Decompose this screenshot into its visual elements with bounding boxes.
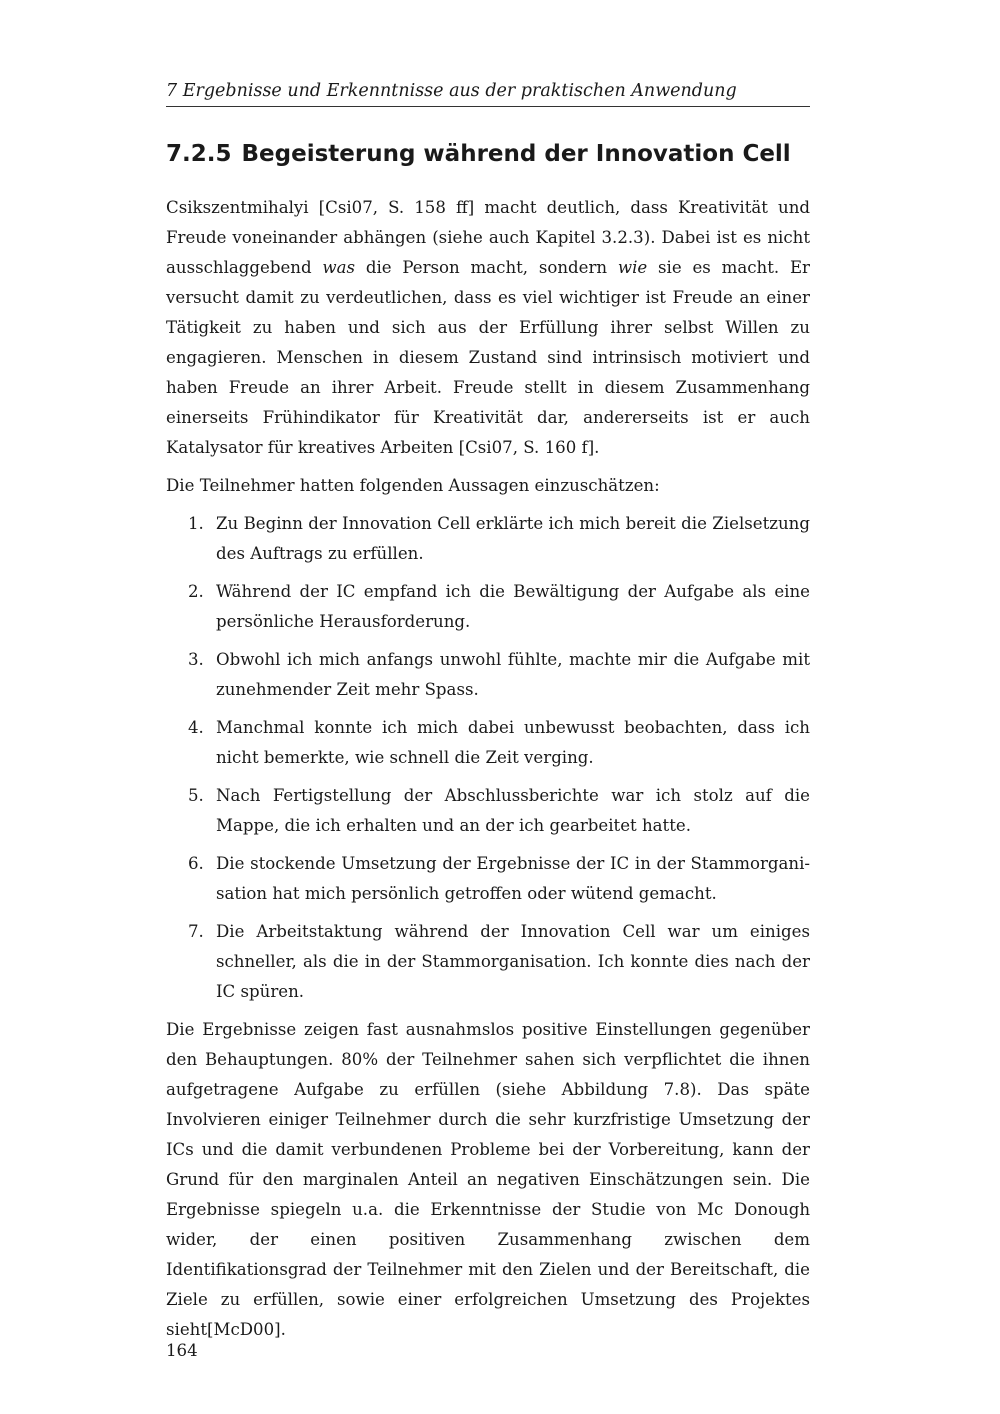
section-heading: [166, 138, 810, 170]
paragraph-results: Die Ergebnisse zeigen fast ausnahmslos positive Einstellungen gegenüber den Behauptungen. 80% der Teilnehmer sahen sich verpflichtet die ihnen aufgetragene Aufgabe zu erfüllen (siehe Abbildung 7.8). Das späte Involvieren einiger Teilnehmer durch die sehr kurzfristige Umsetzung der ICs und die damit verbundenen Probleme bei der Vorbereitung, kann der Grund für den marginalen Anteil an negativen Einschätzungen sein. Die Ergebnisse spiegeln u.a. die Erkenntnisse der Studie von Mc Donough wider, der einen positiven Zusammenhang zwischen dem Identifikationsgrad der Teilnehmer mit den Zielen und der Bereitschaft, die Ziele zu erfüllen, sowie einer erfolgreichen Umsetzung des Projektes sieht[McD00].: [166, 1020, 810, 1339]
paragraph-intro-part2: die Person macht, sondern: [355, 258, 618, 277]
statement-marker: 1.: [188, 514, 204, 533]
emphasis-was: was: [322, 258, 356, 277]
paragraph-intro: [166, 193, 810, 463]
emphasis-wie: wie: [617, 258, 648, 277]
paragraph-statements-lead: Die Teilnehmer hatten folgenden Aussagen einzuschätzen:: [166, 476, 660, 495]
statement-item: [166, 917, 810, 1007]
paragraph-intro-part3: sie es macht. Er versucht damit zu verdeutlichen, dass es viel wichtiger ist Freude an einer Tätigkeit zu haben und sich aus der Erfüllung ihrer selbst Willen zu engagieren. Menschen in diesem Zustand sind intrinsisch motiviert und haben Freude an ihrer Arbeit. Freude stellt in diesem Zusammenhang einerseits Frühindikator für Kreativität dar, andererseits ist er auch Katalysator für kreatives Arbeiten [Csi07, S. 160 f].: [166, 258, 810, 457]
statement-marker: 4.: [188, 718, 204, 737]
statement-text: Die stockende Umsetzung der Ergebnisse der IC in der Stammorganisation hat mich persönlich getroffen oder wütend gemacht.: [216, 854, 810, 903]
statement-item: [166, 645, 810, 705]
running-header: 7 Ergebnisse und Erkenntnisse aus der praktischen Anwendung: [166, 78, 810, 107]
statement-marker: 6.: [188, 854, 204, 873]
statement-item: [166, 509, 810, 569]
statement-item: [166, 713, 810, 773]
statement-list: [166, 509, 810, 1007]
section-title: Begeisterung während der Innovation Cell: [241, 141, 791, 167]
statement-text: Nach Fertigstellung der Abschlussberichte war ich stolz auf die Mappe, die ich erhalten und an der ich gearbeitet hatte.: [216, 786, 810, 835]
statement-item: [166, 577, 810, 637]
statement-text: Die Arbeitstaktung während der Innovation Cell war um einiges schneller, als die in der Stammorganisation. Ich konnte dies nach der IC spüren.: [216, 922, 810, 1001]
statement-text: Zu Beginn der Innovation Cell erklärte ich mich bereit die Zielsetzung des Auftrags zu erfüllen.: [216, 514, 810, 563]
statement-text: Während der IC empfand ich die Bewältigung der Aufgabe als eine persönliche Herausforderung.: [216, 582, 810, 631]
statement-text: Obwohl ich mich anfangs unwohl fühlte, machte mir die Aufgabe mit zunehmender Zeit mehr Spass.: [216, 650, 810, 699]
statement-marker: 7.: [188, 922, 204, 941]
body-text: [166, 193, 810, 1345]
statement-item: [166, 781, 810, 841]
statement-marker: 5.: [188, 786, 204, 805]
statement-marker: 3.: [188, 650, 204, 669]
statement-text: Manchmal konnte ich mich dabei unbewusst beobachten, dass ich nicht bemerkte, wie schnell die Zeit verging.: [216, 718, 810, 767]
page-number: 164: [166, 1341, 198, 1360]
statement-item: [166, 849, 810, 909]
statement-marker: 2.: [188, 582, 204, 601]
paragraph-intro-part1: Csikszentmihalyi [Csi07, S. 158 ff] macht deutlich, dass Kreativität und Freude voneinander abhängen (siehe auch Kapitel 3.2.3). Dabei ist es nicht ausschlaggebend: [166, 198, 810, 277]
section-number: 7.2.5: [166, 141, 232, 167]
